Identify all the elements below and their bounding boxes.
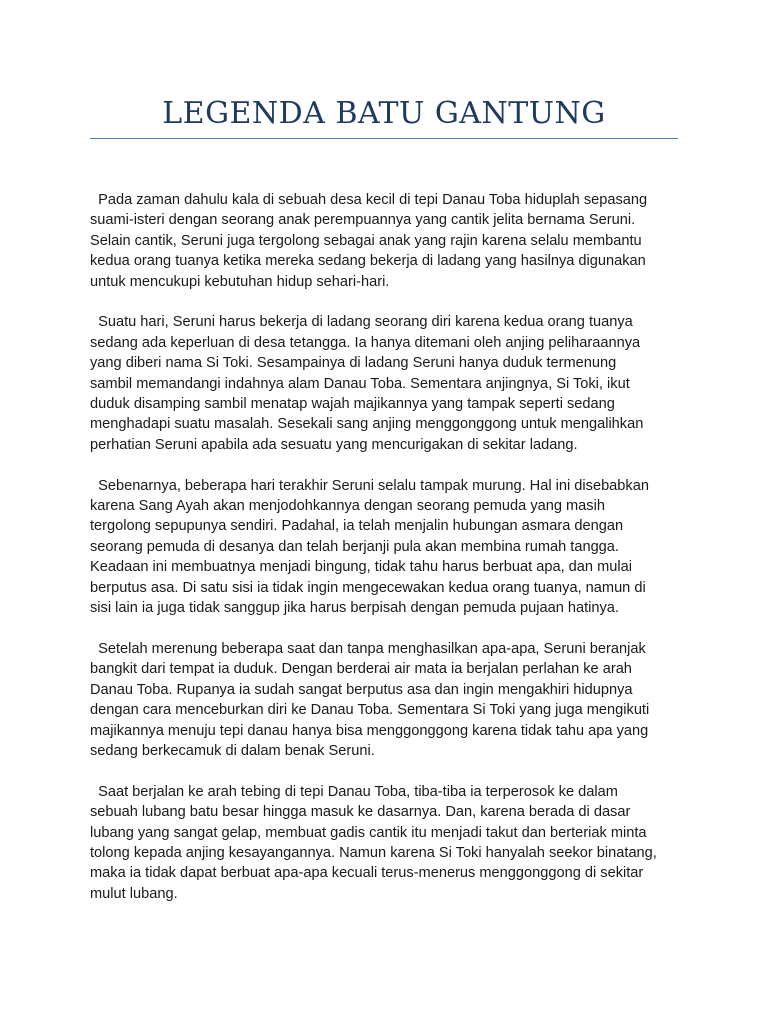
text-line: mulut lubang. — [90, 885, 178, 902]
text-line: yang diberi nama Si Toki. Sesampainya di ladang Seruni hanya duduk termenung — [90, 355, 617, 372]
text-line: tolong kepada anjing kesayangannya. Namun karena Si Toki hanyalah seekor binatang, — [90, 844, 657, 861]
text-line: seorang pemuda di desanya dan telah berjanji pula akan membina rumah tangga. — [90, 538, 619, 555]
text-line: Danau Toba. Rupanya ia sudah sangat berputus asa dan ingin mengakhiri hidupnya — [90, 681, 633, 698]
text-line: lubang yang sangat gelap, membuat gadis cantik itu menjadi takut dan berteriak minta — [90, 824, 647, 841]
text-line: untuk mencukupi kebutuhan hidup sehari-hari. — [90, 273, 390, 290]
text-line: maka ia tidak dapat berbuat apa-apa kecuali terus-menerus menggonggong di sekitar — [90, 865, 644, 882]
document-title: LEGENDA BATU GANTUNG — [162, 96, 606, 131]
text-line: Selain cantik, Seruni juga tergolong sebagai anak yang rajin karena selalu membantu — [90, 232, 642, 249]
text-line: sebuah lubang batu besar hingga masuk ke dasarnya. Dan, karena berada di dasar — [90, 804, 631, 821]
title-divider — [90, 138, 678, 139]
paragraph — [90, 190, 690, 292]
text-line: berputus asa. Di satu sisi ia tidak ingin mengecewakan kedua orang tuanya, namun di — [90, 579, 646, 596]
text-line: majikannya menuju tepi danau hanya bisa menggonggong karena tidak tahu apa yang — [90, 722, 649, 739]
text-line: Setelah merenung beberapa saat dan tanpa menghasilkan apa-apa, Seruni beranjak — [90, 640, 646, 657]
text-line: dengan cara menceburkan diri ke Danau Toba. Sementara Si Toki yang juga mengikuti — [90, 702, 650, 719]
paragraph — [90, 312, 690, 455]
text-line: Suatu hari, Seruni harus bekerja di ladang seorang diri karena kedua orang tuanya — [90, 314, 633, 331]
text-line: bangkit dari tempat ia duduk. Dengan berderai air mata ia berjalan perlahan ke arah — [90, 661, 632, 678]
text-line: sambil memandangi indahnya alam Danau Toba. Sementara anjingnya, Si Toki, ikut — [90, 375, 630, 392]
text-line: sisi lain ia juga tidak sanggup jika harus berpisah dengan pemuda pujaan hatinya. — [90, 600, 619, 617]
text-line: Sebenarnya, beberapa hari terakhir Seruni selalu tampak murung. Hal ini disebabkan — [90, 477, 649, 494]
paragraph — [90, 476, 690, 619]
text-line: perhatian Seruni apabila ada sesuatu yang mencurigakan di sekitar ladang. — [90, 436, 578, 453]
text-line: karena Sang Ayah akan menjodohkannya dengan seorang pemuda yang masih — [90, 498, 605, 515]
paragraph — [90, 782, 690, 904]
paragraph — [90, 639, 690, 761]
text-line: kedua orang tuanya ketika mereka sedang bekerja di ladang yang hasilnya digunakan — [90, 253, 646, 270]
text-line: Pada zaman dahulu kala di sebuah desa kecil di tepi Danau Toba hiduplah sepasang — [90, 192, 648, 208]
text-line: duduk disamping sambil menatap wajah majikannya yang tampak seperti sedang — [90, 396, 615, 413]
text-line: menghadapi suatu masalah. Sesekali sang anjing menggonggong untuk mengalihkan — [90, 416, 644, 433]
text-line: tergolong sepupunya sendiri. Padahal, ia telah menjalin hubungan asmara dengan — [90, 518, 624, 535]
text-line: Saat berjalan ke arah tebing di tepi Danau Toba, tiba-tiba ia terperosok ke dalam — [90, 783, 618, 800]
text-line: Keadaan ini membuatnya menjadi bingung, tidak tahu harus berbuat apa, dan mulai — [90, 559, 632, 576]
text-line: suami-isteri dengan seorang anak perempuannya yang cantik jelita bernama Seruni. — [90, 212, 636, 229]
document-body — [90, 190, 690, 925]
text-line: sedang berkecamuk di dalam benak Seruni. — [90, 742, 375, 759]
text-line: sedang ada keperluan di desa tetangga. Ia hanya ditemani oleh anjing peliharaannya — [90, 334, 641, 351]
